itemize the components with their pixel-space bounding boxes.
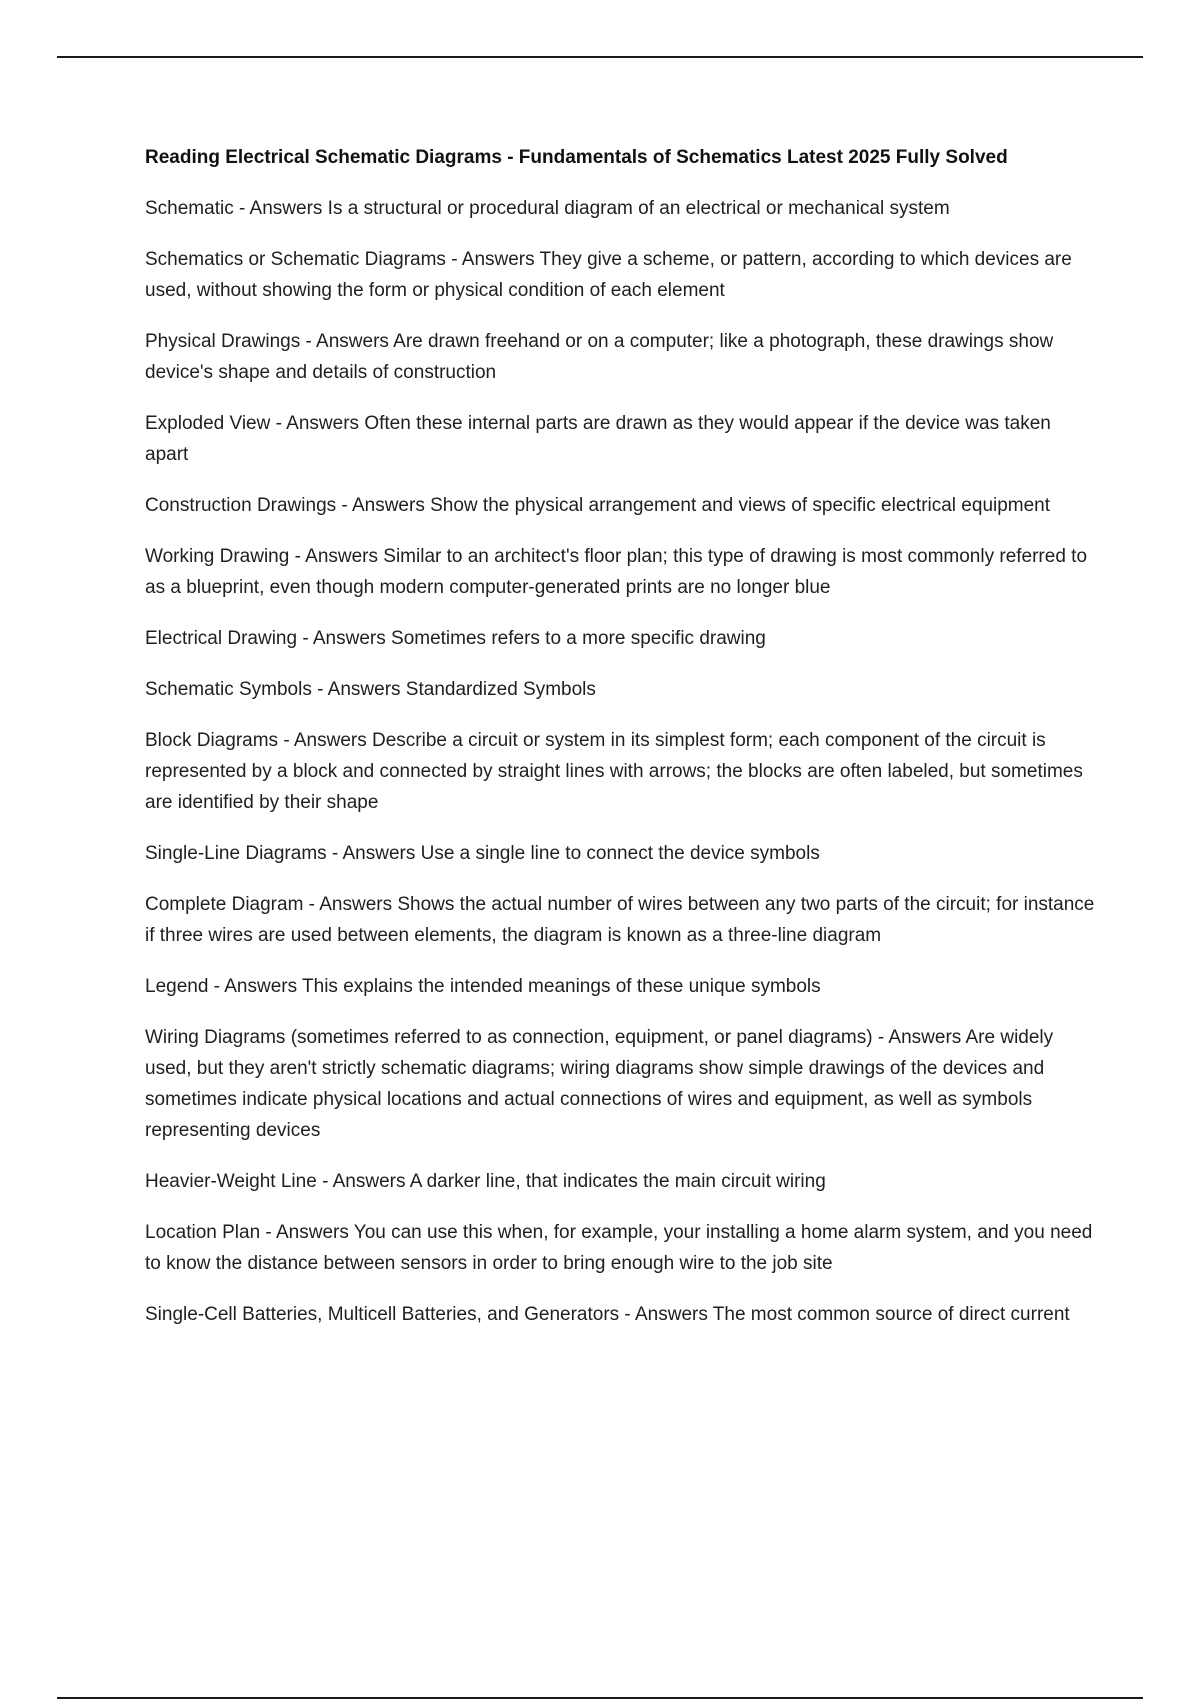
- entry-exploded-view: Exploded View - Answers Often these internal parts are drawn as they would appear if the device was taken apart: [145, 413, 1051, 465]
- entry-schematic: Schematic - Answers Is a structural or procedural diagram of an electrical or mechanical system: [145, 198, 950, 219]
- entry-wiring-diagrams: Wiring Diagrams (sometimes referred to as connection, equipment, or panel diagrams) - Answers Are widely used, but they aren't strictly schematic diagrams; wiring diagrams show simple drawings of the devices and sometimes indicate physical locations and actual connections of wires and equipment, as well as symbols representing devices: [145, 1027, 1054, 1141]
- entry-location-plan: Location Plan - Answers You can use this when, for example, your installing a home alarm system, and you need to know the distance between sensors in order to bring enough wire to the job site: [145, 1222, 1093, 1274]
- entry-direct-current-sources: Single-Cell Batteries, Multicell Batteries, and Generators - Answers The most common source of direct current: [145, 1304, 1070, 1325]
- entry-single-line-diagrams: Single-Line Diagrams - Answers Use a single line to connect the device symbols: [145, 843, 820, 864]
- entry-schematic-symbols: Schematic Symbols - Answers Standardized Symbols: [145, 679, 596, 700]
- entry-working-drawing: Working Drawing - Answers Similar to an architect's floor plan; this type of drawing is most commonly referred to as a blueprint, even though modern computer-generated prints are no longer blue: [145, 546, 1088, 598]
- entry-block-diagrams: Block Diagrams - Answers Describe a circuit or system in its simplest form; each component of the circuit is represented by a block and connected by straight lines with arrows; the blocks are often labeled, but sometimes are identified by their shape: [145, 730, 1083, 813]
- entry-construction-drawings: Construction Drawings - Answers Show the physical arrangement and views of specific electrical equipment: [145, 495, 1051, 516]
- document-title: Reading Electrical Schematic Diagrams - Fundamentals of Schematics Latest 2025 Fully Solved: [145, 147, 1008, 168]
- footer-rule: [57, 1697, 1143, 1699]
- entry-legend: Legend - Answers This explains the intended meanings of these unique symbols: [145, 976, 821, 997]
- document-body: [145, 142, 1095, 1350]
- entry-physical-drawings: Physical Drawings - Answers Are drawn freehand or on a computer; like a photograph, these drawings show device's shape and details of construction: [145, 331, 1054, 383]
- entry-heavier-weight-line: Heavier-Weight Line - Answers A darker line, that indicates the main circuit wiring: [145, 1171, 826, 1192]
- entry-electrical-drawing: Electrical Drawing - Answers Sometimes refers to a more specific drawing: [145, 628, 766, 649]
- header-rule: [57, 56, 1143, 58]
- entry-complete-diagram: Complete Diagram - Answers Shows the actual number of wires between any two parts of the circuit; for instance if three wires are used between elements, the diagram is known as a three-line diagram: [145, 894, 1095, 946]
- entry-schematic-diagrams: Schematics or Schematic Diagrams - Answers They give a scheme, or pattern, according to which devices are used, without showing the form or physical condition of each element: [145, 249, 1072, 301]
